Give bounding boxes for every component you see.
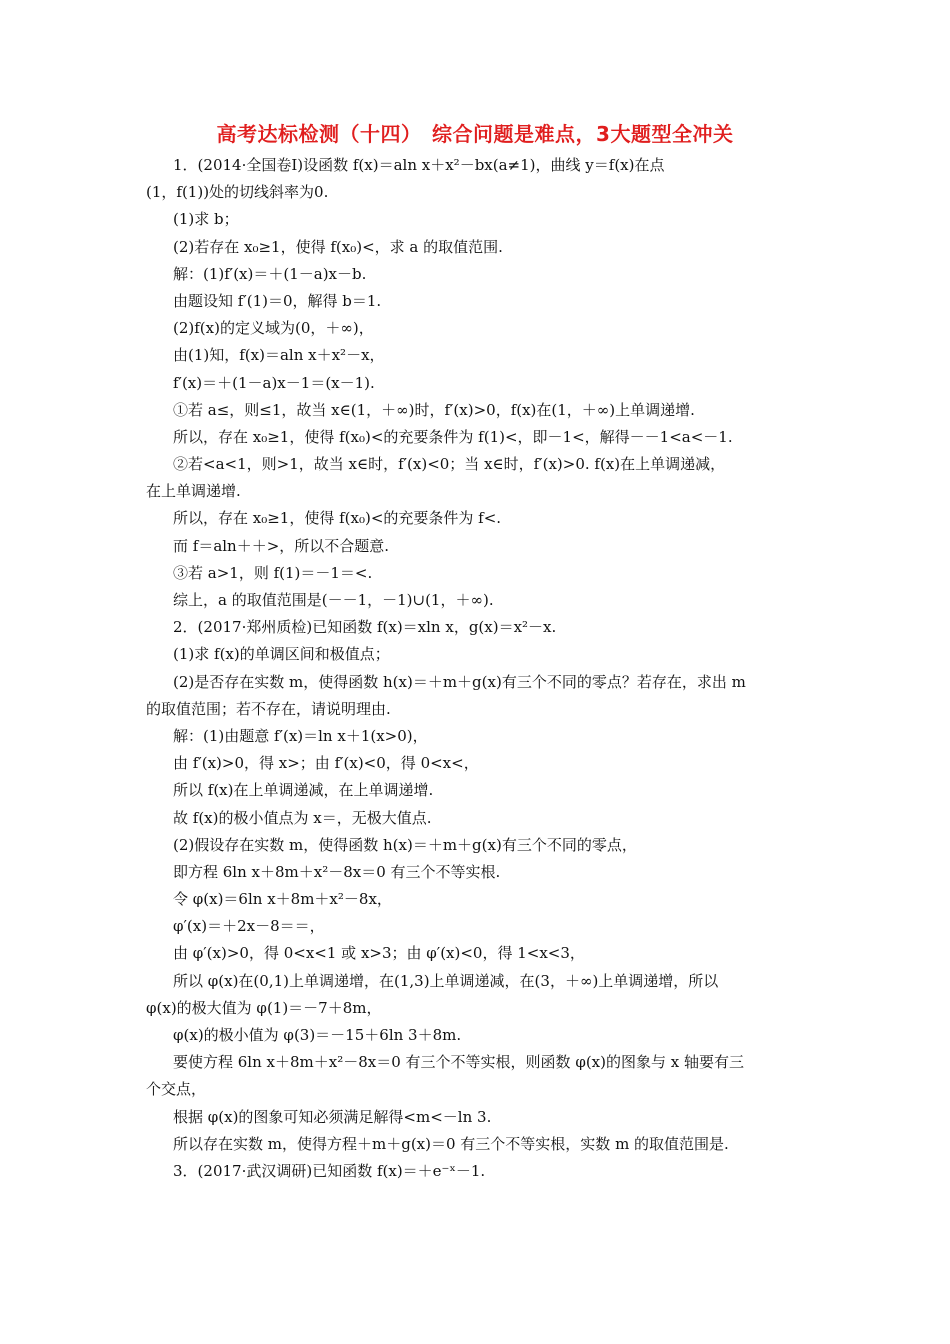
text-line: (2)假设存在实数 m，使得函数 h(x)＝＋m＋g(x)有三个不同的零点，: [173, 835, 637, 854]
text-line: ①若 a≤，则≤1，故当 x∈(1，＋∞)时，f′(x)>0，f(x)在(1，＋∞)上单调递增.: [173, 400, 695, 419]
text-line: 综上，a 的取值范围是(－－1，－1)∪(1，＋∞).: [173, 591, 494, 609]
text-line: 要使方程 6ln x＋8m＋x²－8x＝0 有三个不等实根，则函数 φ(x)的图象与 x 轴要有三: [173, 1053, 744, 1072]
text-line: (1)求 f(x)的单调区间和极值点；: [173, 645, 390, 664]
text-line: ③若 a>1，则 f(1)＝－1＝<.: [173, 563, 373, 582]
text-line: 个交点，: [146, 1080, 207, 1099]
text-line: 2．(2017·郑州质检)已知函数 f(x)＝xln x，g(x)＝x²－x.: [173, 618, 557, 637]
text-line: (1)求 b；: [173, 210, 239, 229]
page-title: 高考达标检测（十四） 综合问题是难点，3大题型全冲关: [216, 122, 734, 146]
text-line: 所以 f(x)在上单调递减，在上单调递增.: [173, 781, 434, 800]
text-line: 根据 φ(x)的图象可知必须满足解得<m<－ln 3.: [173, 1107, 492, 1126]
text-line: 由 f′(x)>0，得 x>；由 f′(x)<0，得 0<x<，: [173, 754, 479, 773]
text-line: 解：(1)由题意 f′(x)＝ln x＋1(x>0)，: [173, 726, 428, 745]
text-line: φ′(x)＝＋2x－8＝＝，: [173, 917, 325, 936]
text-line: (2)f(x)的定义域为(0，＋∞)，: [173, 319, 374, 338]
text-line: 所以 φ(x)在(0,1)上单调递增，在(1,3)上单调递减，在(3，＋∞)上单调递增，所以: [173, 971, 719, 990]
text-line: 所以存在实数 m，使得方程＋m＋g(x)＝0 有三个不等实根，实数 m 的取值范围是.: [173, 1134, 729, 1153]
document-body: [146, 152, 810, 1185]
text-line: f′(x)＝＋(1－a)x－1＝(x－1).: [173, 373, 375, 392]
text-line: 3．(2017·武汉调研)已知函数 f(x)＝＋e⁻ˣ－1.: [173, 1161, 486, 1180]
text-line: φ(x)的极小值为 φ(3)＝－15＋6ln 3＋8m.: [173, 1026, 462, 1044]
text-line: 由 φ′(x)>0，得 0<x<1 或 x>3；由 φ′(x)<0，得 1<x<3，: [173, 944, 585, 963]
text-line: 解：(1)f′(x)＝＋(1－a)x－b.: [173, 264, 367, 283]
text-line: φ(x)的极大值为 φ(1)＝－7＋8m，: [146, 998, 382, 1017]
text-line: 在上单调递增.: [146, 482, 241, 501]
text-line: 而 f＝aln＋＋>，所以不合题意.: [173, 536, 390, 555]
text-line: ②若<a<1，则>1，故当 x∈时，f′(x)<0；当 x∈时，f′(x)>0. f(x)在上单调递减，: [173, 455, 726, 474]
text-line: 即方程 6ln x＋8m＋x²－8x＝0 有三个不等实根.: [173, 862, 501, 881]
text-line: 由(1)知，f(x)＝aln x＋x²－x，: [173, 346, 385, 365]
text-line: 所以，存在 x₀≥1，使得 f(x₀)<的充要条件为 f(1)<，即－1<，解得－－1<a<－1.: [173, 427, 733, 446]
text-line: 故 f(x)的极小值点为 x＝，无极大值点.: [173, 808, 432, 827]
text-line: (2)若存在 x₀≥1，使得 f(x₀)<，求 a 的取值范围.: [173, 237, 503, 256]
text-line: 由题设知 f′(1)＝0，解得 b＝1.: [173, 291, 382, 310]
text-line: (2)是否存在实数 m，使得函数 h(x)＝＋m＋g(x)有三个不同的零点？若存在，求出 m: [173, 672, 746, 691]
text-line: 的取值范围；若不存在，请说明理由.: [146, 699, 391, 718]
text-line: 所以，存在 x₀≥1，使得 f(x₀)<的充要条件为 f<.: [173, 509, 502, 528]
text-line: (1，f(1))处的切线斜率为0.: [146, 183, 329, 202]
text-line: 1．(2014·全国卷Ⅰ)设函数 f(x)＝aln x＋x²－bx(a≠1)，曲线 y＝f(x)在点: [173, 156, 665, 174]
text-line: 令 φ(x)＝6ln x＋8m＋x²－8x，: [173, 890, 392, 909]
